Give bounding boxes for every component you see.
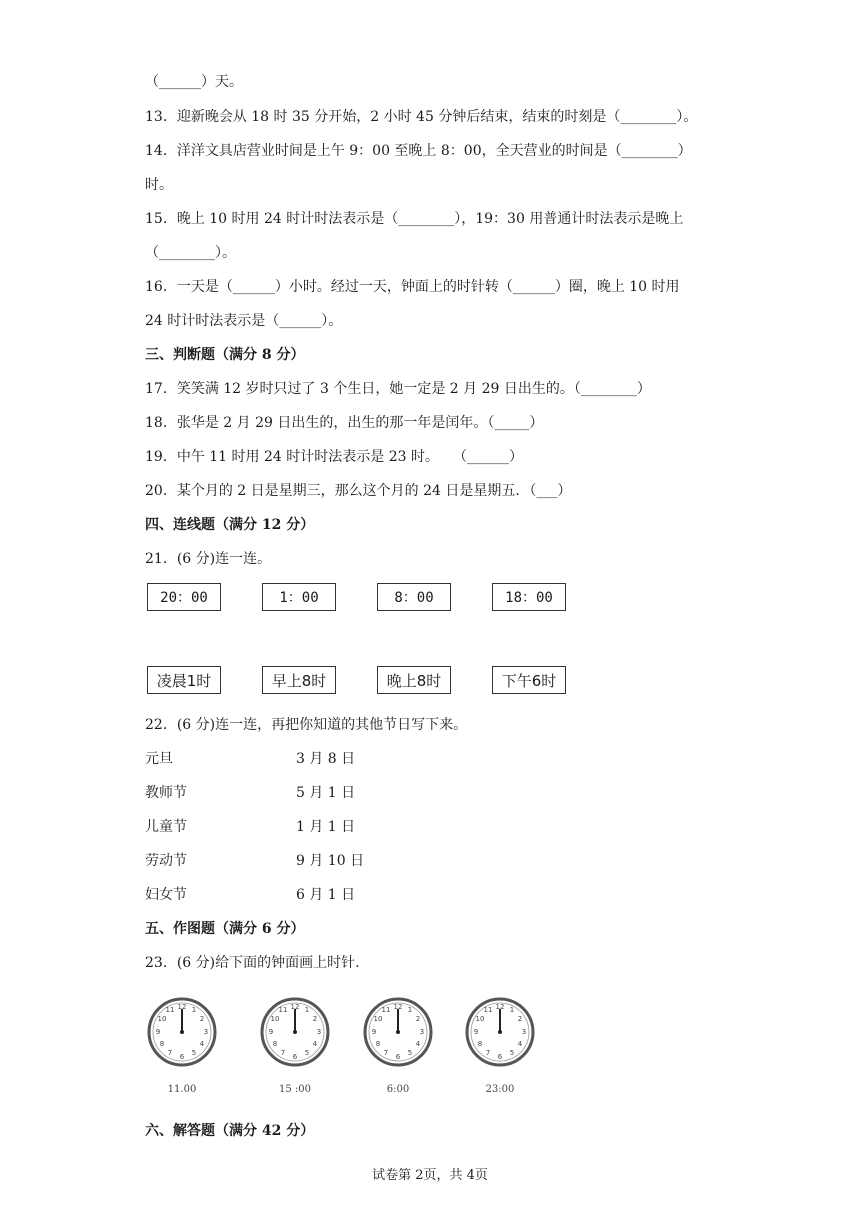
question-23: 23．(6 分)给下面的钟面画上时针. (145, 955, 360, 971)
svg-text:12: 12 (495, 1003, 505, 1011)
section-5-heading: 五、作图题（满分 6 分） (145, 921, 305, 937)
question-17: 17．笑笑满 12 岁时只过了 3 个生日，她一定是 2 月 29 日出生的。（________） (145, 381, 651, 397)
svg-text:1: 1 (509, 1006, 515, 1014)
svg-text:8: 8 (375, 1040, 381, 1048)
svg-text:3: 3 (419, 1028, 425, 1036)
svg-text:5: 5 (407, 1049, 413, 1057)
svg-text:8: 8 (477, 1040, 483, 1048)
holiday-date: 3 月 8 日 (296, 751, 356, 767)
svg-text:6: 6 (395, 1053, 401, 1061)
section-4-heading: 四、连线题（满分 12 分） (145, 517, 315, 533)
svg-text:1: 1 (191, 1006, 197, 1014)
svg-text:9: 9 (371, 1028, 377, 1036)
svg-text:4: 4 (517, 1040, 523, 1048)
holiday-name: 劳动节 (145, 853, 187, 869)
svg-text:2: 2 (312, 1015, 318, 1023)
page-footer: 试卷第 2页，共 4页 (372, 1168, 488, 1183)
section-3-heading: 三、判断题（满分 8 分） (145, 347, 305, 363)
question-16-line1: 16．一天是（______）小时。经过一天，钟面上的时针转（______）圈，晚上 10 时用 (145, 279, 680, 295)
clock-face-icon (145, 995, 219, 1069)
svg-text:4: 4 (415, 1040, 421, 1048)
svg-text:2: 2 (199, 1015, 205, 1023)
question-14-line1: 14．洋洋文具店营业时间是上午 9：00 至晚上 8：00，全天营业的时间是（________） (145, 143, 692, 159)
holiday-date: 1 月 1 日 (296, 819, 356, 835)
clock-label: 15 :00 (279, 1084, 311, 1095)
word-box-early-morning-1: 凌晨1时 (147, 666, 221, 694)
clock-label: 23:00 (485, 1084, 515, 1095)
question-22: 22．(6 分)连一连，再把你知道的其他节日写下来。 (145, 717, 468, 733)
svg-text:6: 6 (179, 1053, 185, 1061)
question-16-line2: 24 时计时法表示是（______）。 (145, 313, 343, 329)
svg-text:9: 9 (155, 1028, 161, 1036)
holiday-date: 9 月 10 日 (296, 853, 365, 869)
time-box-0100: 1：00 (262, 583, 336, 611)
svg-text:10: 10 (270, 1015, 280, 1023)
clock-face-icon (258, 995, 332, 1069)
question-13: 13．迎新晚会从 18 时 35 分开始，2 小时 45 分钟后结束，结束的时刻是（________）。 (145, 109, 698, 125)
svg-text:2: 2 (415, 1015, 421, 1023)
holiday-date: 5 月 1 日 (296, 785, 356, 801)
svg-text:5: 5 (191, 1049, 197, 1057)
question-14-line2: 时。 (145, 177, 173, 193)
svg-text:5: 5 (509, 1049, 515, 1057)
svg-text:8: 8 (272, 1040, 278, 1048)
clock-face-icon (463, 995, 537, 1069)
svg-text:10: 10 (475, 1015, 485, 1023)
word-box-morning-8: 早上8时 (262, 666, 336, 694)
svg-text:3: 3 (203, 1028, 209, 1036)
svg-text:3: 3 (316, 1028, 322, 1036)
question-15-line2: （________）。 (145, 245, 236, 261)
svg-text:3: 3 (521, 1028, 527, 1036)
svg-text:4: 4 (312, 1040, 318, 1048)
time-box-0800: 8：00 (377, 583, 451, 611)
svg-text:1: 1 (304, 1006, 310, 1014)
time-box-1800: 18：00 (492, 583, 566, 611)
holiday-name: 教师节 (145, 785, 187, 801)
svg-text:1: 1 (407, 1006, 413, 1014)
svg-text:7: 7 (280, 1049, 286, 1057)
svg-text:11: 11 (165, 1006, 175, 1014)
svg-text:9: 9 (268, 1028, 274, 1036)
holiday-date: 6 月 1 日 (296, 887, 356, 903)
svg-text:9: 9 (473, 1028, 479, 1036)
holiday-name: 妇女节 (145, 887, 187, 903)
svg-text:5: 5 (304, 1049, 310, 1057)
time-box-2000: 20：00 (147, 583, 221, 611)
svg-text:11: 11 (483, 1006, 493, 1014)
svg-text:7: 7 (383, 1049, 389, 1057)
section-6-heading: 六、解答题（满分 42 分） (145, 1123, 315, 1139)
word-box-evening-8: 晚上8时 (377, 666, 451, 694)
question-20: 20．某个月的 2 日是星期三，那么这个月的 24 日是星期五．（___） (145, 483, 572, 499)
clock-label: 6:00 (386, 1084, 410, 1095)
svg-text:4: 4 (199, 1040, 205, 1048)
svg-text:6: 6 (292, 1053, 298, 1061)
word-box-afternoon-6: 下午6时 (492, 666, 566, 694)
svg-text:10: 10 (373, 1015, 383, 1023)
question-15-line1: 15．晚上 10 时用 24 时计时法表示是（________），19：30 用普通计时法表示是晚上 (145, 211, 684, 227)
holiday-name: 儿童节 (145, 819, 187, 835)
question-19: 19．中午 11 时用 24 时计时法表示是 23 时。 （______） (145, 449, 523, 465)
svg-text:7: 7 (485, 1049, 491, 1057)
clock-face-icon (361, 995, 435, 1069)
blank-line-days: （______）天。 (145, 74, 243, 90)
clock-label: 11.00 (167, 1084, 197, 1095)
svg-text:12: 12 (290, 1003, 300, 1011)
svg-text:6: 6 (497, 1053, 503, 1061)
svg-text:8: 8 (159, 1040, 165, 1048)
svg-text:11: 11 (381, 1006, 391, 1014)
svg-text:7: 7 (167, 1049, 173, 1057)
svg-text:2: 2 (517, 1015, 523, 1023)
question-21: 21．(6 分)连一连。 (145, 551, 272, 567)
holiday-name: 元旦 (145, 751, 173, 767)
question-18: 18．张华是 2 月 29 日出生的，出生的那一年是闰年。（_____） (145, 415, 544, 431)
svg-text:12: 12 (393, 1003, 403, 1011)
svg-text:10: 10 (157, 1015, 167, 1023)
svg-text:12: 12 (177, 1003, 187, 1011)
svg-text:11: 11 (278, 1006, 288, 1014)
